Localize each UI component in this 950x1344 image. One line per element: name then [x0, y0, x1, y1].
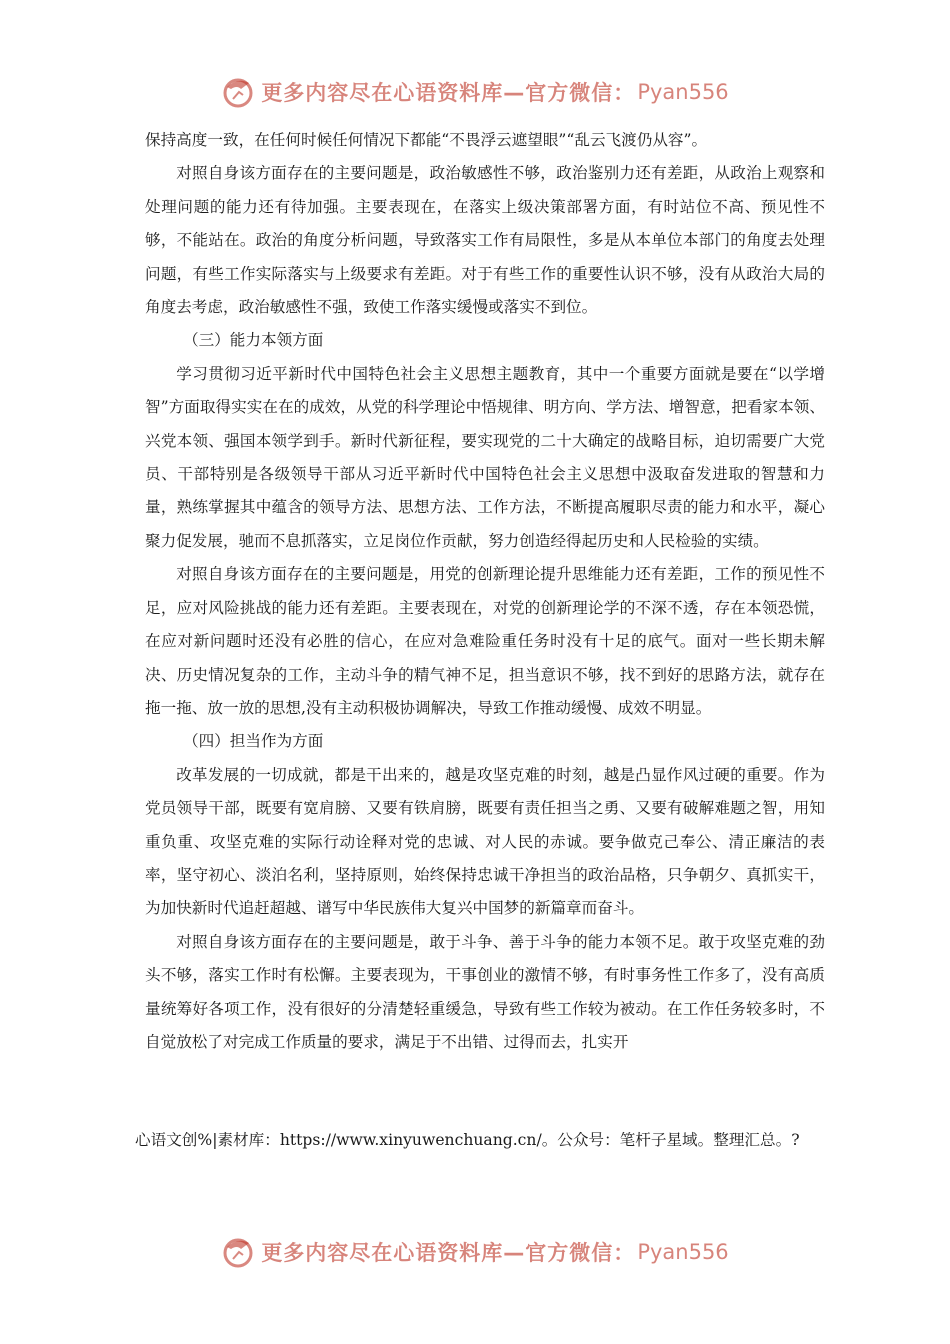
document-body: [145, 124, 825, 1059]
header-watermark-banner: [0, 72, 950, 112]
paragraph: 对照自身该方面存在的主要问题是，用党的创新理论提升思维能力还有差距，工作的预见性不足，应对风险挑战的能力还有差距。主要表现在，对党的创新理论学的不深不透，存在本领恐慌，在应对新问题时还没有必胜的信心，在应对急难险重任务时没有十足的底气。面对一些长期未解决、历史情况复杂的工作，主动斗争的精气神不足，担当意识不够，找不到好的思路方法，就存在拖一拖、放一放的思想,没有主动积极协调解决，导致工作推动缓慢、成效不明显。: [145, 565, 825, 717]
banner-wechat-id: Pyan556: [637, 80, 729, 104]
banner-text: 更多内容尽在心语资料库—官方微信：: [261, 81, 636, 105]
section-heading: （三）能力本领方面: [183, 331, 324, 350]
footer-watermark-banner: [0, 1232, 950, 1272]
brand-logo-icon: [221, 75, 255, 109]
paragraph: 学习贯彻习近平新时代中国特色社会主义思想主题教育，其中一个重要方面就是要在“以学增智”方面取得实实在在的成效，从党的科学理论中悟规律、明方向、学方法、增智意，把看家本领、兴党本领、强国本领学到手。新时代新征程，要实现党的二十大确定的战略目标，迫切需要广大党员、干部特别是各级领导干部从习近平新时代中国特色社会主义思想中汲取奋发进取的智慧和力量，熟练掌握其中蕴含的领导方法、思想方法、工作方法，不断提高履职尽责的能力和水平，凝心聚力促发展，驰而不息抓落实，立足岗位作贡献，努力创造经得起历史和人民检验的实绩。: [145, 364, 825, 550]
paragraph: 改革发展的一切成就，都是干出来的，越是攻坚克难的时刻，越是凸显作风过硬的重要。作为党员领导干部，既要有宽肩膀、又要有铁肩膀，既要有责任担当之勇、又要有破解难题之智，用知重负重、攻坚克难的实际行动诠释对党的忠诚、对人民的赤诚。要争做克己奉公、清正廉洁的表率，坚守初心、淡泊名利，坚持原则，始终保持忠诚干净担当的政治品格，只争朝夕、真抓实干，为加快新时代追赶超越、谱写中华民族伟大复兴中国梦的新篇章而奋斗。: [145, 765, 825, 918]
brand-logo-icon: [221, 1235, 255, 1269]
paragraph: 对照自身该方面存在的主要问题是，敢于斗争、善于斗争的能力本领不足。敢于攻坚克难的劲头不够，落实工作时有松懈。主要表现为，干事创业的激情不够，有时事务性工作多了，没有高质量统筹好各项工作，没有很好的分清楚轻重缓急，导致有些工作较为被动。在工作任务较多时，不自觉放松了对完成工作质量的要求，满足于不出错、过得而去，扎实开: [145, 932, 825, 1051]
section-heading: （四）担当作为方面: [183, 732, 324, 751]
banner-text: 更多内容尽在心语资料库—官方微信：: [261, 1241, 636, 1265]
paragraph: 保持高度一致，在任何时候任何情况下都能“不畏浮云遮望眼”“乱云飞渡仍从容”。: [145, 131, 708, 149]
paragraph: 对照自身该方面存在的主要问题是，政治敏感性不够，政治鉴别力还有差距，从政治上观察和处理问题的能力还有待加强。主要表现在，在落实上级决策部署方面，有时站位不高、预见性不够，不能站在。政治的角度分析问题，导致落实工作有局限性，多是从本单位本部门的角度去处理问题，有些工作实际落实与上级要求有差距。对于有些工作的重要性认识不够，没有从政治大局的角度去考虑，政治敏感性不强，致使工作落实缓慢或落实不到位。: [145, 164, 825, 317]
banner-wechat-id: Pyan556: [637, 1240, 729, 1264]
source-note: 心语文创%|素材库：https://www.xinyuwenchuang.cn/。公众号：笔杆子星域。整理汇总。?: [135, 1131, 800, 1149]
